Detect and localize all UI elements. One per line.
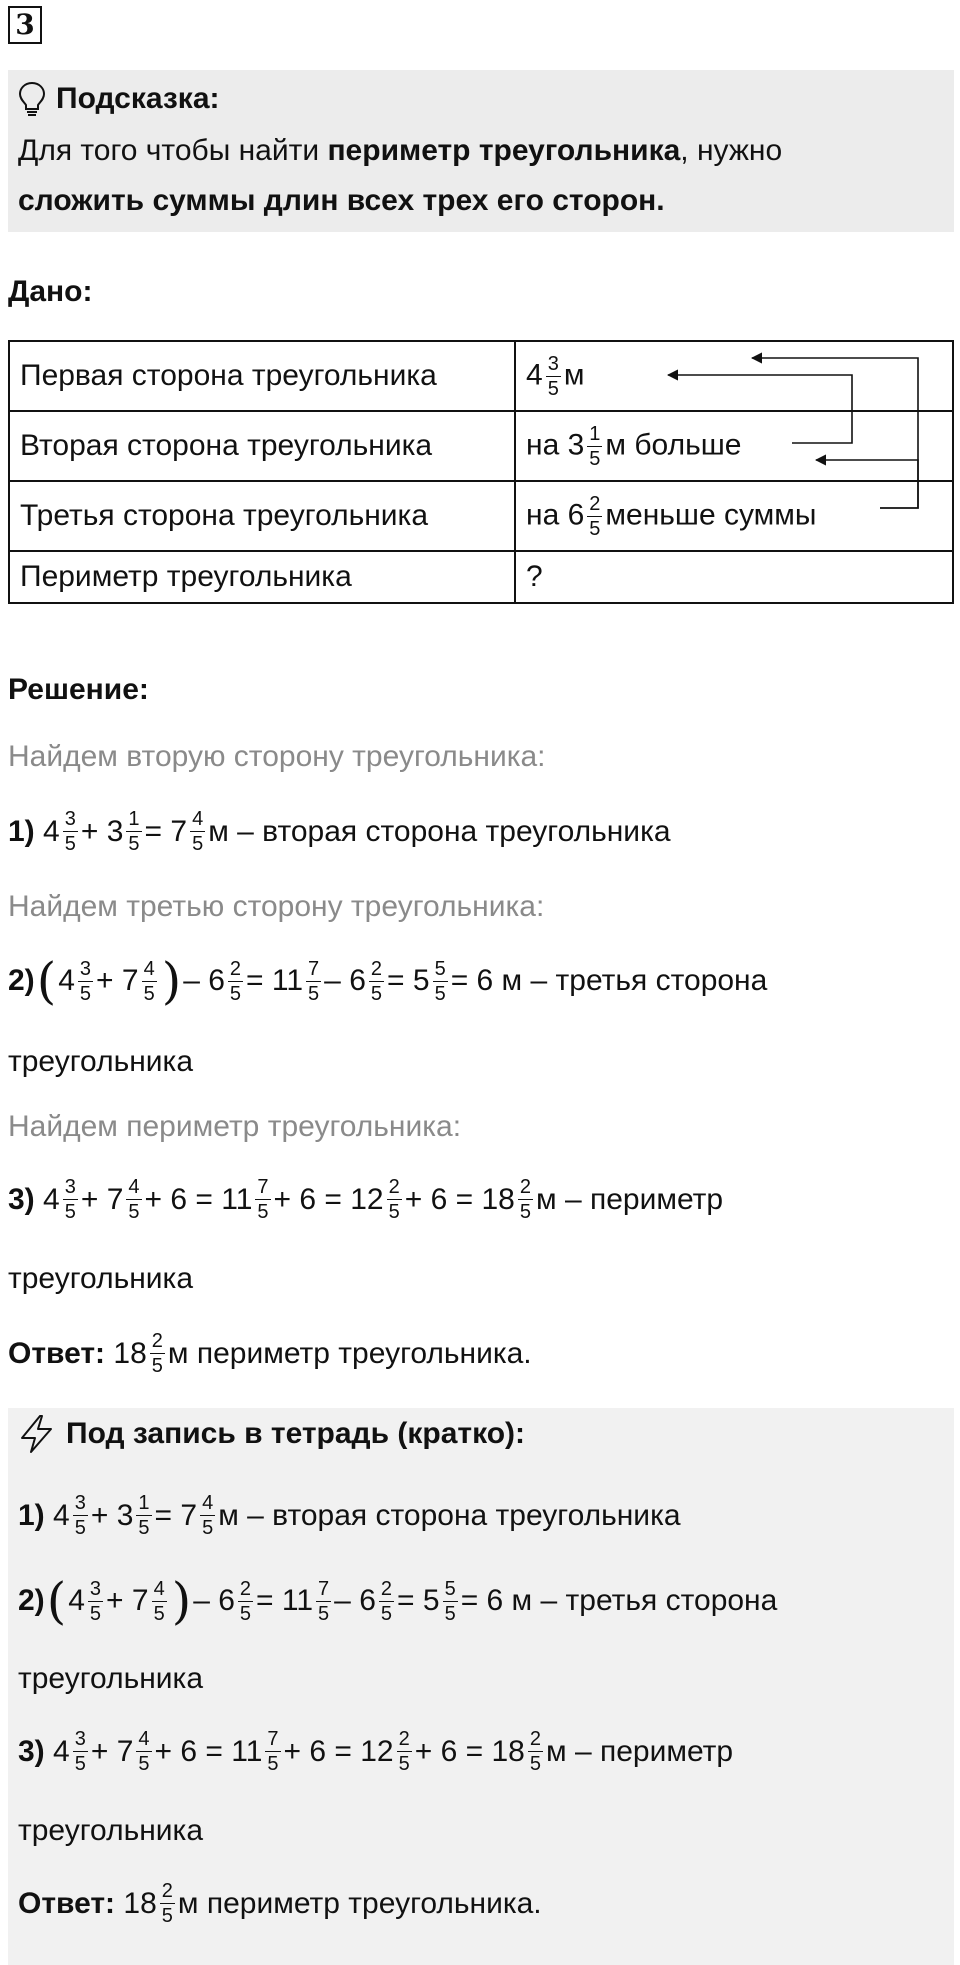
table-row (9, 341, 953, 411)
row-value: на 3 $\frac{1}{5}$ м больше (515, 411, 953, 481)
hint-text (18, 126, 938, 226)
row-label: Вторая сторона треугольника (9, 411, 515, 481)
hint-bold-term: периметр треугольника (327, 134, 681, 167)
fraction: $\frac{2}{5}$ (589, 492, 601, 540)
notes-step-3: 3) 4 3 5 + 7 4 5 + 6 = 11 7 5 + 6 = 12 2 5 + 6 = 18 2 5 м – периметр (18, 1728, 734, 1775)
table-row (9, 411, 953, 481)
notes-step-1: 1) 4 3 5 + 3 $\frac{1}{5}$ = 7 4 5 м – вторая сторона треугольника (18, 1492, 681, 1539)
table-row (9, 551, 953, 603)
step-3-wrap: треугольника (8, 1262, 194, 1295)
row-label: Третья сторона треугольника (9, 481, 515, 551)
step-2: 2) ( 4 3 5 + 7 4 5 ) – 6 $\frac{2}{5}$ = 11 7 5 – 6 $\frac{2}{5}$ = 5 $\frac{5}{5}$ = 6 м – третья сторона (8, 952, 768, 1010)
notes-answer: Ответ: 18 2 5 м периметр треугольника. (18, 1880, 542, 1927)
find-perimeter: Найдем периметр треугольника: (8, 1110, 462, 1143)
step-3: 3) 4 3 5 + 7 4 5 + 6 = 11 7 5 + 6 = 12 2 5 + 6 = 18 2 5 м – периметр (8, 1176, 724, 1223)
hint-bold-rule: сложить суммы длин всех трех его сторон. (18, 184, 665, 217)
fraction: $\frac{3}{5}$ (547, 352, 559, 400)
table-row (9, 481, 953, 551)
step-1: 1) 4 3 5 + 3 $\frac{1}{5}$ = 7 4 5 м – вторая сторона треугольника (8, 808, 671, 855)
row-value: ? (515, 551, 953, 603)
lightning-icon (18, 1414, 56, 1454)
hint-text-part: Для того чтобы найти (18, 134, 328, 167)
notes-step-3-wrap: треугольника (18, 1814, 204, 1847)
notes-step-2: 2) ( 4 3 5 + 7 4 5 ) – 6 $\frac{2}{5}$ = 11 7 5 – 6 $\frac{2}{5}$ = 5 $\frac{5}{5}$ = 6 м – третья сторона (18, 1572, 778, 1630)
hint-text-part: , нужно (680, 134, 783, 167)
notes-step-2-wrap: треугольника (18, 1662, 204, 1695)
solution-title: Решение: (8, 673, 149, 706)
answer: Ответ: 18 2 5 м периметр треугольника. (8, 1330, 532, 1377)
row-label: Первая сторона треугольника (9, 341, 515, 411)
hint-title-text: Подсказка: (56, 82, 220, 115)
row-value: на 6 $\frac{2}{5}$ меньше суммы (515, 481, 953, 551)
fraction: $\frac{1}{5}$ (589, 422, 601, 470)
find-third-side: Найдем третью сторону треугольника: (8, 890, 545, 923)
given-title: Дано: (8, 275, 93, 308)
given-table (8, 340, 954, 604)
row-label: Периметр треугольника (9, 551, 515, 603)
step-2-wrap: треугольника (8, 1045, 194, 1078)
hint-title (18, 78, 220, 120)
task-number: 3 (8, 6, 42, 44)
find-second-side: Найдем вторую сторону треугольника: (8, 740, 546, 773)
lightbulb-icon (18, 81, 46, 117)
notes-title: Под запись в тетрадь (кратко): (18, 1414, 525, 1454)
row-value: 4 $\frac{3}{5}$ м (515, 341, 953, 411)
